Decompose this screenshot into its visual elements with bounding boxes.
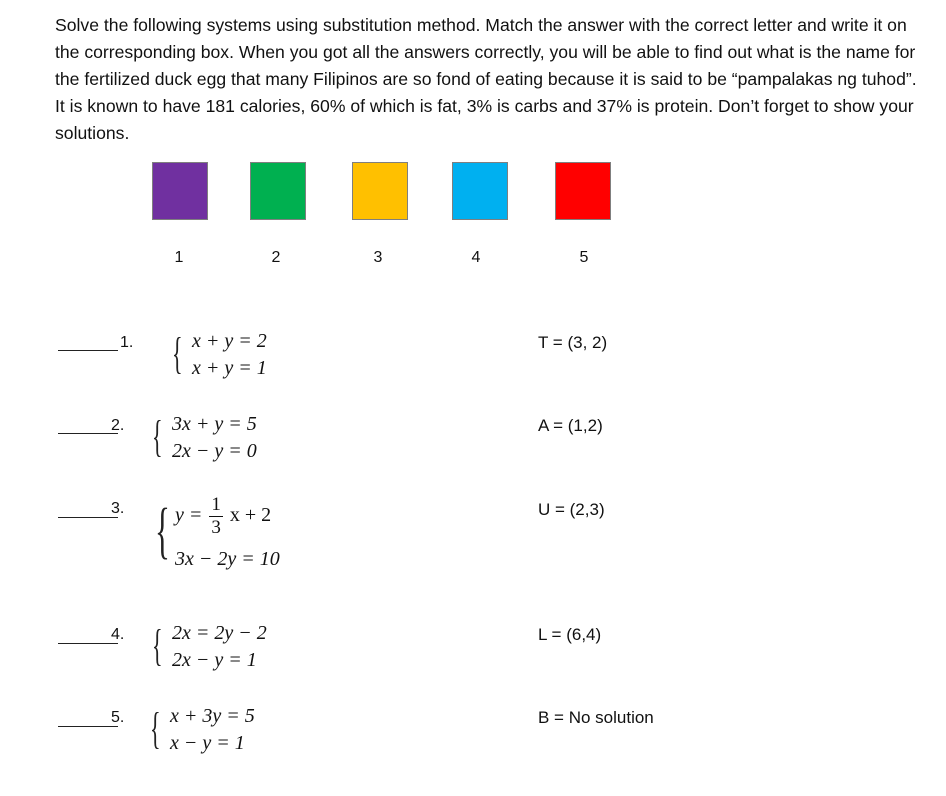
answer-option-b: B = No solution (538, 708, 654, 727)
box-number-2: 2 (271, 249, 281, 266)
equation-system-2 (152, 413, 352, 467)
brace: { (152, 621, 163, 670)
equation-3-line-1 (175, 494, 271, 539)
problem-number-4: 4. (111, 626, 125, 643)
equation-3-rhs: x + 2 (229, 504, 272, 527)
equation-5-line-2: x − y = 1 (170, 732, 245, 754)
fraction (209, 494, 223, 539)
box-number-1: 1 (174, 249, 184, 266)
answer-blank-4[interactable] (58, 643, 118, 644)
box-number-3: 3 (373, 249, 383, 266)
equation-1-line-1: x + y = 2 (192, 330, 267, 352)
problem-number-2: 2. (111, 417, 125, 434)
answer-option-t: T = (3, 2) (538, 333, 608, 352)
equation-1-line-2: x + y = 1 (192, 357, 267, 379)
brace: { (150, 704, 161, 753)
fraction-denominator: 3 (211, 517, 221, 538)
answer-box-3[interactable] (352, 162, 408, 220)
problem-number-1: 1. (120, 334, 134, 351)
answer-box-2[interactable] (250, 162, 306, 220)
equation-system-4 (152, 622, 352, 676)
box-number-4: 4 (471, 249, 481, 266)
equation-3-line-2: 3x − 2y = 10 (175, 548, 280, 570)
equation-2-line-2: 2x − y = 0 (172, 440, 257, 462)
equation-4-line-2: 2x − y = 1 (172, 649, 257, 671)
problem-number-5: 5. (111, 709, 125, 726)
equation-4-line-1: 2x = 2y − 2 (172, 622, 267, 644)
brace: { (152, 412, 163, 461)
fraction-numerator: 1 (211, 494, 221, 515)
equation-system-1 (172, 330, 372, 384)
answer-blank-1[interactable] (58, 350, 118, 351)
answer-option-l: L = (6,4) (538, 625, 602, 644)
instructions-text: Solve the following systems using substitution method. Match the answer with the correct letter and write it on the corresponding box. When you got all the answers correctly, you will be able to find out what is the name for the fertilized duck egg that many Filipinos are so fond of eating because it is said to be “pampalakas ng tuhod”. It is known to have 181 calories, 60% of which is fat, 3% is carbs and 37% is protein. Don’t forget to show your solutions. (55, 15, 917, 143)
box-number-5: 5 (579, 249, 589, 266)
problem-number-3: 3. (111, 500, 125, 517)
answer-blank-5[interactable] (58, 726, 118, 727)
answer-blank-3[interactable] (58, 517, 118, 518)
equation-2-line-1: 3x + y = 5 (172, 413, 257, 435)
brace: { (172, 329, 183, 378)
answer-box-1[interactable] (152, 162, 208, 220)
answer-option-u: U = (2,3) (538, 500, 605, 519)
answer-box-5[interactable] (555, 162, 611, 220)
answer-option-a: A = (1,2) (538, 416, 603, 435)
brace: { (155, 497, 170, 565)
equation-system-3 (155, 494, 375, 574)
answer-blank-2[interactable] (58, 433, 118, 434)
equation-3-lhs: y = (175, 504, 203, 527)
equation-system-5 (150, 705, 350, 759)
equation-5-line-1: x + 3y = 5 (170, 705, 255, 727)
answer-box-4[interactable] (452, 162, 508, 220)
